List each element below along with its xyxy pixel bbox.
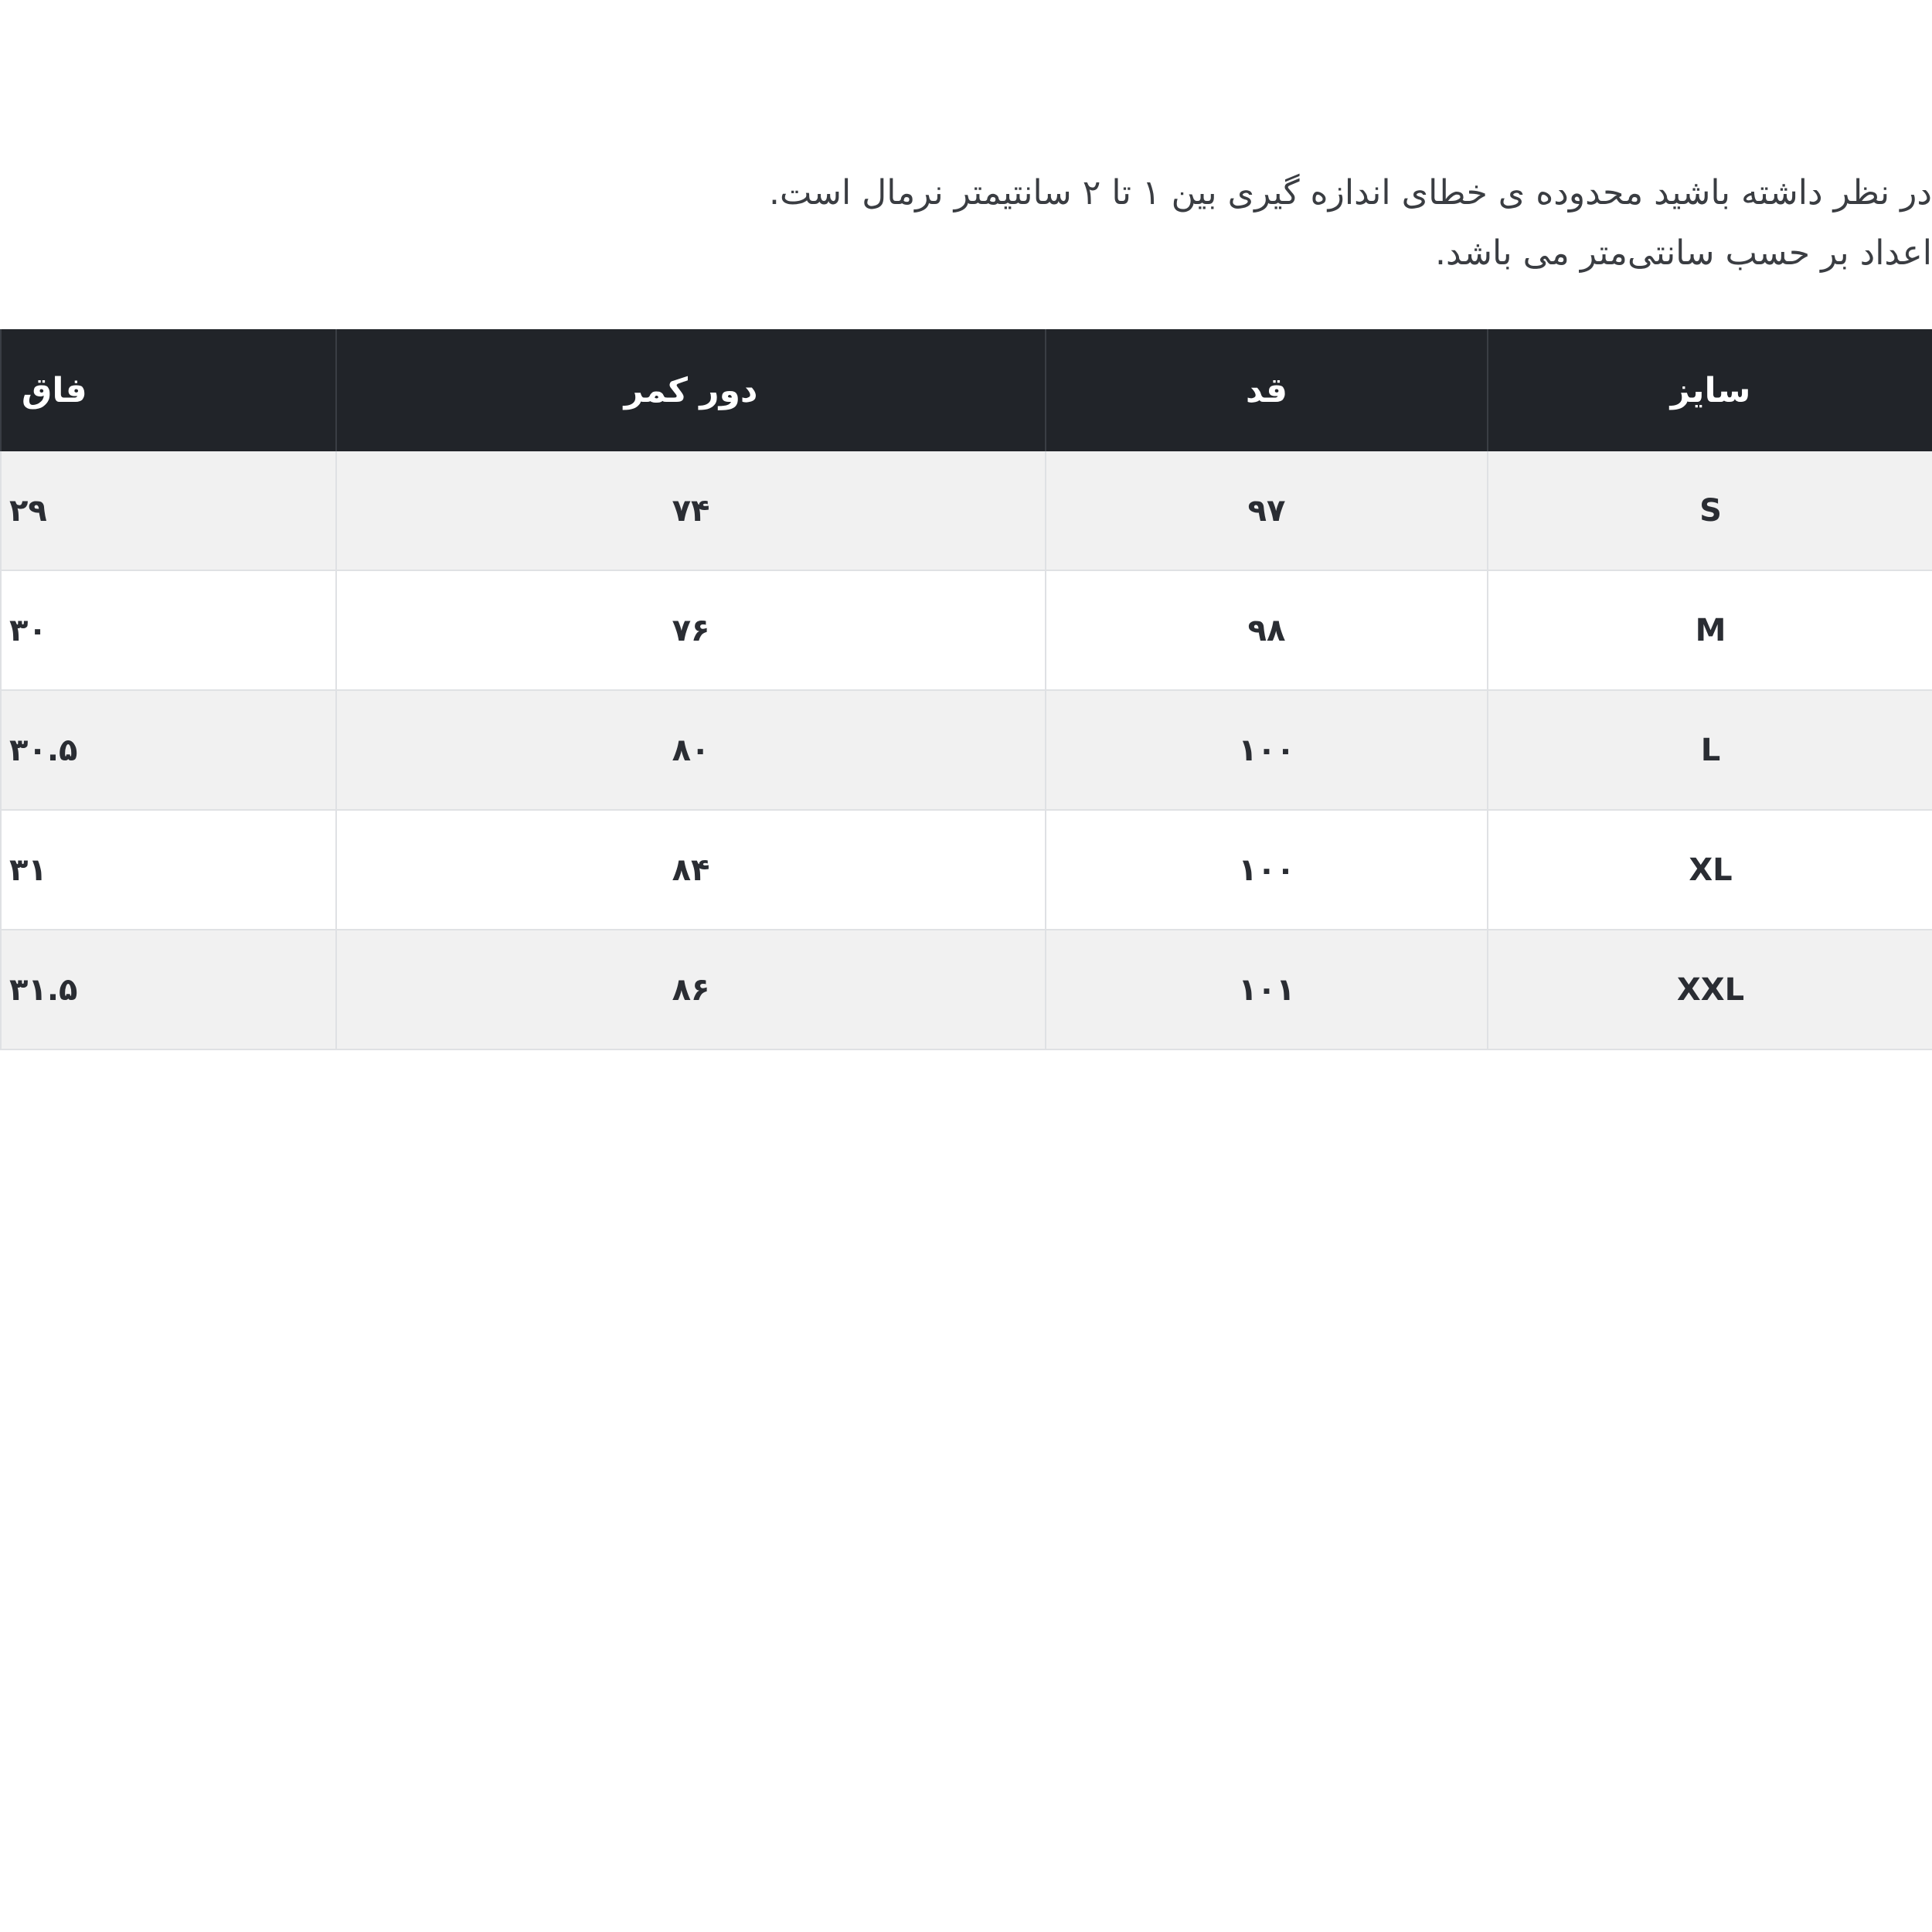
- cell-waist: ۸۰: [336, 690, 1046, 810]
- header-height: قد: [1046, 329, 1488, 451]
- table-row: [1, 570, 1932, 690]
- cell-waist: ۸۶: [336, 930, 1046, 1049]
- cell-height: ۱۰۰: [1046, 810, 1488, 930]
- units-note: اعداد بر حسب سانتی‌متر می باشد.: [1435, 233, 1932, 273]
- cell-height: ۱۰۱: [1046, 930, 1488, 1049]
- size-chart-table: [0, 329, 1932, 1050]
- header-rise: فاق: [1, 329, 336, 451]
- table-row: [1, 451, 1932, 570]
- cell-rise: ۲۹: [1, 451, 336, 570]
- cell-height: ۹۷: [1046, 451, 1488, 570]
- cell-height: ۱۰۰: [1046, 690, 1488, 810]
- header-waist: دور کمر: [336, 329, 1046, 451]
- measurement-error-note: در نظر داشته باشید محدوده ی خطای اندازه گیری بین ۱ تا ۲ سانتیمتر نرمال است.: [768, 173, 1932, 213]
- cell-rise: ۳۱: [1, 810, 336, 930]
- cell-size: XL: [1488, 810, 1932, 930]
- header-size: سایز: [1488, 329, 1932, 451]
- cell-waist: ۷۴: [336, 451, 1046, 570]
- table-header-row: [1, 329, 1932, 451]
- cell-rise: ۳۰: [1, 570, 336, 690]
- table-row: [1, 930, 1932, 1049]
- cell-height: ۹۸: [1046, 570, 1488, 690]
- cell-size: XXL: [1488, 930, 1932, 1049]
- cell-waist: ۷۶: [336, 570, 1046, 690]
- table-row: [1, 810, 1932, 930]
- cell-size: L: [1488, 690, 1932, 810]
- cell-rise: ۳۰.۵: [1, 690, 336, 810]
- cell-size: M: [1488, 570, 1932, 690]
- cell-rise: ۳۱.۵: [1, 930, 336, 1049]
- table-row: [1, 690, 1932, 810]
- cell-waist: ۸۴: [336, 810, 1046, 930]
- cell-size: S: [1488, 451, 1932, 570]
